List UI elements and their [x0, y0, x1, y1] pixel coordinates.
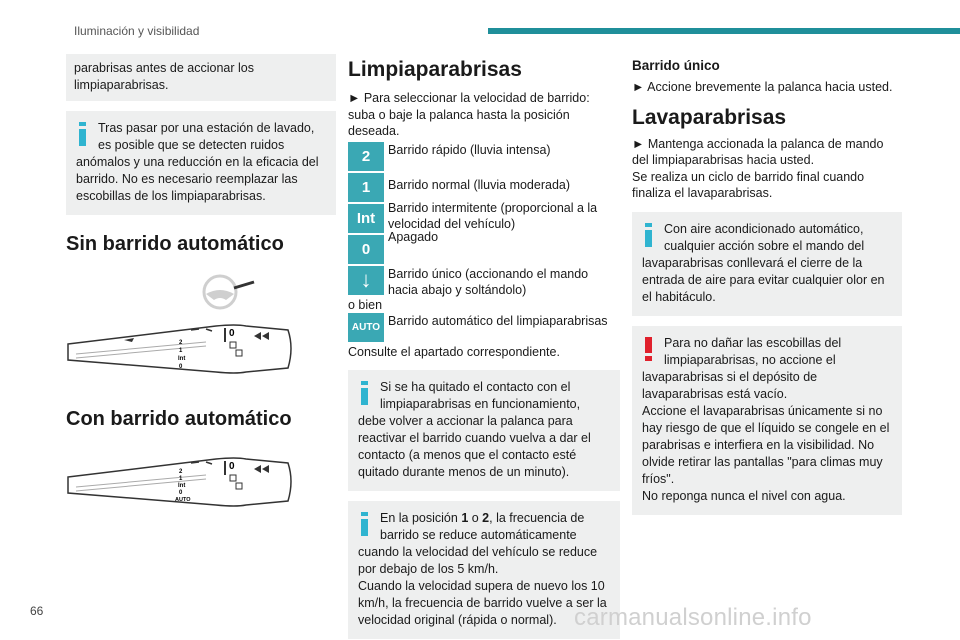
steering-wheel-icon [196, 272, 256, 312]
heading-limpiaparabrisas: Limpiaparabrisas [348, 58, 522, 81]
position-row-single [348, 266, 620, 299]
auto-icon: AUTO [348, 313, 384, 342]
info-note-text: Si se ha quitado el contacto con el limpiaparabrisas en funcionamiento, debe volver a accionar la palanca para reactivar el barrido cuando vuelva a dar el contacto (a menos que el contacto esté quitado durante menos de un minuto). [358, 379, 591, 479]
lever-auto-pos-auto: AUTO [175, 497, 191, 503]
page-number: 66 [30, 604, 44, 618]
warning-text-1: Para no dañar las escobillas del limpiaparabrisas, no accione el lavaparabrisas si el depósito de lavaparabrisas está vacío. [642, 335, 842, 401]
off-0-icon: 0 [348, 235, 384, 264]
position-row-2 [348, 142, 620, 171]
or-text: o bien [348, 297, 383, 312]
info-note-text-2: Cuando la velocidad supera de nuevo los 10 km/h, la frecuencia de barrido vuelve a ser la velocidad original (rápida o normal). [358, 578, 607, 627]
warning-text-2: Accione el lavaparabrisas únicamente si no hay riesgo de que el líquido se congele en el parabrisas e interfiera en la visibilidad. No olvide retirar las pantallas "para climas muy fríos". [642, 403, 890, 486]
info-note-air-conditioning [632, 212, 902, 316]
heading-sin-barrido-automatico: Sin barrido automático [66, 233, 284, 255]
intermittent-icon: Int [348, 204, 384, 233]
position-row-0 [348, 229, 620, 264]
lever-auto-pos-0: 0 [179, 490, 183, 496]
speed-2-icon: 2 [348, 142, 384, 171]
info-note-ignition [348, 370, 620, 491]
running-header: Iluminación y visibilidad [74, 24, 200, 38]
position-row-auto [348, 313, 620, 342]
column-right [632, 54, 902, 515]
lever-pos-2: 2 [179, 340, 183, 346]
lever-pos-0: 0 [179, 364, 183, 370]
lever-auto-pos-1: 1 [179, 476, 183, 482]
heading-con-barrido-automatico: Con barrido automático [66, 408, 292, 430]
position-label: Barrido automático del limpiaparabrisas [388, 314, 608, 328]
position-label: Apagado [388, 229, 439, 244]
info-note-car-wash [66, 111, 336, 215]
intro-text: ► Para seleccionar la velocidad de barrido: suba o baje la palanca hasta la posición deseada. [348, 91, 590, 138]
info-icon [358, 381, 372, 407]
info-icon [642, 223, 656, 249]
header-accent-bar [488, 28, 960, 34]
position-label: Barrido único (accionando el mando hacia abajo y soltándolo) [388, 266, 589, 297]
lever-auto-pos-int: Int [178, 483, 186, 489]
single-wipe-text: ► Accione brevemente la palanca hacia usted. [632, 80, 893, 94]
warning-note-washer [632, 326, 902, 515]
position-row-1 [348, 173, 620, 202]
warning-icon [642, 337, 656, 363]
info-note-text: En la posición 1 o 2, la frecuencia de barrido se reduce automáticamente cuando la velocidad del vehículo se reduce por debajo de los 5 km/h. [358, 510, 598, 576]
watermark: carmanualsonline.info [574, 604, 812, 631]
position-label: Barrido normal (lluvia moderada) [388, 177, 571, 192]
continued-note-box [66, 54, 336, 101]
lever-auto-pos-2: 2 [179, 469, 183, 475]
washer-text-2: Se realiza un ciclo de barrido final cuando finaliza el lavaparabrisas. [632, 169, 865, 200]
info-icon [358, 512, 372, 538]
lever-pos-int: Int [178, 356, 186, 362]
heading-lavaparabrisas: Lavaparabrisas [632, 105, 787, 129]
washer-text-1: ► Mantenga accionada la palanca de mando del limpiaparabrisas hacia usted. [632, 136, 884, 167]
info-note-text: Con aire acondicionado automático, cualquier acción sobre el mando del lavaparabrisas conllevará el cierre de la entrada de aire para evitar cualquier olor en el habitáculo. [642, 221, 885, 304]
arrow-down-icon: ↓ [348, 266, 384, 295]
warning-text-3: No reponga nunca el nivel con agua. [642, 488, 846, 503]
info-note-text: Tras pasar por una estación de lavado, es posible que se detecten ruidos anómalos y una reducción en la eficacia del barrido. No es necesario reemplazar las escobillas de los limpiaparabrisas. [76, 121, 319, 203]
wiper-lever-auto-illustration [66, 449, 296, 515]
lever-pos-1: 1 [179, 348, 183, 354]
position-label: Barrido rápido (lluvia intensa) [388, 142, 551, 157]
column-left [66, 54, 336, 515]
info-icon [76, 122, 90, 148]
column-middle [348, 54, 620, 639]
continued-note-text: parabrisas antes de accionar los limpiaparabrisas. [74, 61, 254, 92]
wiper-lever-manual-illustration [66, 316, 296, 382]
heading-barrido-unico: Barrido único [632, 58, 720, 73]
refer-text: Consulte el apartado correspondiente. [348, 345, 560, 359]
speed-1-icon: 1 [348, 173, 384, 202]
lever-ring-0: 0 [229, 328, 235, 339]
position-label: Barrido intermitente (proporcional a la velocidad del vehículo) [388, 200, 598, 231]
lever-auto-ring-0: 0 [229, 461, 235, 472]
